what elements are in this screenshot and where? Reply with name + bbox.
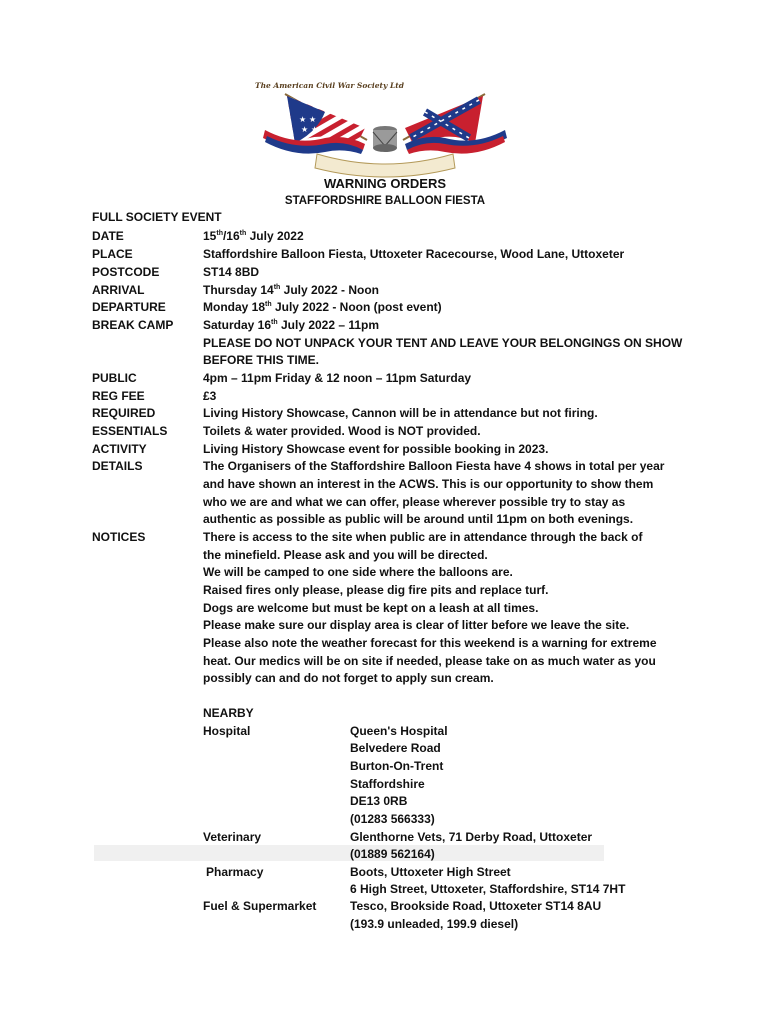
essentials-value: Toilets & water provided. Wood is NOT provided. (203, 424, 481, 438)
break-camp-value: Saturday 16th July 2022 – 11pm (203, 318, 380, 332)
details-line: and have shown an interest in the ACWS. This is our opportunity to show them (203, 477, 654, 491)
reg-fee-value: £3 (203, 389, 217, 403)
banner-text: The American Civil War Society Ltd (255, 81, 404, 90)
departure-label: DEPARTURE (92, 300, 166, 314)
arrival-label: ARRIVAL (92, 283, 145, 297)
activity-label: ACTIVITY (92, 442, 147, 456)
date-label: DATE (92, 229, 124, 243)
hospital-line: (01283 566333) (350, 812, 435, 826)
notices-line: Please also note the weather forecast for this weekend is a warning for extreme (203, 636, 657, 650)
page-title: WARNING ORDERS (323, 176, 447, 191)
acws-logo (255, 81, 515, 180)
veterinary-line: Glenthorne Vets, 71 Derby Road, Uttoxeter (350, 830, 593, 844)
notices-label: NOTICES (92, 530, 146, 544)
svg-text:★ ★: ★ ★ (301, 125, 319, 134)
notices-line: Please make sure our display area is clear of litter before we leave the site. (203, 618, 630, 632)
hospital-line: Belvedere Road (350, 741, 441, 755)
fuel-label: Fuel & Supermarket (203, 899, 317, 913)
date-value: 15th/16th July 2022 (203, 229, 304, 243)
break-camp-warning-1: PLEASE DO NOT UNPACK YOUR TENT AND LEAVE YOUR BELONGINGS ON SHOW (203, 336, 683, 350)
activity-value: Living History Showcase event for possible booking in 2023. (203, 442, 549, 456)
details-label: DETAILS (92, 459, 143, 473)
postcode-label: POSTCODE (92, 265, 160, 279)
notices-line: We will be camped to one side where the balloons are. (203, 565, 513, 579)
notices-line: possibly can and do not forget to apply sun cream. (203, 671, 494, 685)
notices-line: Dogs are welcome but must be kept on a leash at all times. (203, 601, 539, 615)
place-label: PLACE (92, 247, 133, 261)
hospital-label: Hospital (203, 724, 251, 738)
pharmacy-line: Boots, Uttoxeter High Street (350, 865, 511, 879)
details-line: who we are and what we can offer, please wherever possible try to stay as (203, 495, 626, 509)
arrival-value: Thursday 14th July 2022 - Noon (203, 283, 380, 297)
notices-line: the minefield. Please ask and you will be directed. (203, 548, 488, 562)
event-type: FULL SOCIETY EVENT (92, 210, 222, 224)
hospital-line: Queen's Hospital (350, 724, 448, 738)
details-line: The Organisers of the Staffordshire Balloon Fiesta have 4 shows in total per year (203, 459, 665, 473)
details-line: authentic as possible as public will be around until 11pm on both evenings. (203, 512, 634, 526)
place-value: Staffordshire Balloon Fiesta, Uttoxeter Racecourse, Wood Lane, Uttoxeter (203, 247, 625, 261)
postcode-value: ST14 8BD (203, 265, 260, 279)
hospital-line: Burton-On-Trent (350, 759, 444, 773)
break-camp-label: BREAK CAMP (92, 318, 174, 332)
hospital-line: Staffordshire (350, 777, 425, 791)
svg-text:★ ★: ★ ★ (299, 115, 317, 124)
public-label: PUBLIC (92, 371, 137, 385)
notices-line: heat. Our medics will be on site if needed, please take on as much water as you (203, 654, 656, 668)
departure-value: Monday 18th July 2022 - Noon (post event) (203, 300, 442, 314)
fuel-line: (193.9 unleaded, 199.9 diesel) (350, 917, 519, 931)
nearby-heading: NEARBY (203, 706, 254, 720)
pharmacy-line: 6 High Street, Uttoxeter, Staffordshire, ST14 7HT (350, 882, 626, 896)
notices-line: Raised fires only please, please dig fire pits and replace turf. (203, 583, 549, 597)
page-subtitle: STAFFORDSHIRE BALLOON FIESTA (284, 195, 486, 207)
veterinary-line: (01889 562164) (350, 847, 435, 861)
public-value: 4pm – 11pm Friday & 12 noon – 11pm Saturday (203, 371, 472, 385)
required-value: Living History Showcase, Cannon will be in attendance but not firing. (203, 406, 598, 420)
hospital-line: DE13 0RB (350, 794, 408, 808)
required-label: REQUIRED (92, 406, 156, 420)
notices-line: There is access to the site when public are in attendance through the back of (203, 530, 643, 544)
reg-fee-label: REG FEE (92, 389, 145, 403)
essentials-label: ESSENTIALS (92, 424, 168, 438)
break-camp-warning-2: BEFORE THIS TIME. (203, 353, 320, 367)
veterinary-label: Veterinary (203, 830, 262, 844)
banner-ribbon (315, 154, 455, 177)
fuel-line: Tesco, Brookside Road, Uttoxeter ST14 8AU (350, 899, 602, 913)
pharmacy-label: Pharmacy (206, 865, 264, 879)
highlight-band (94, 845, 604, 861)
